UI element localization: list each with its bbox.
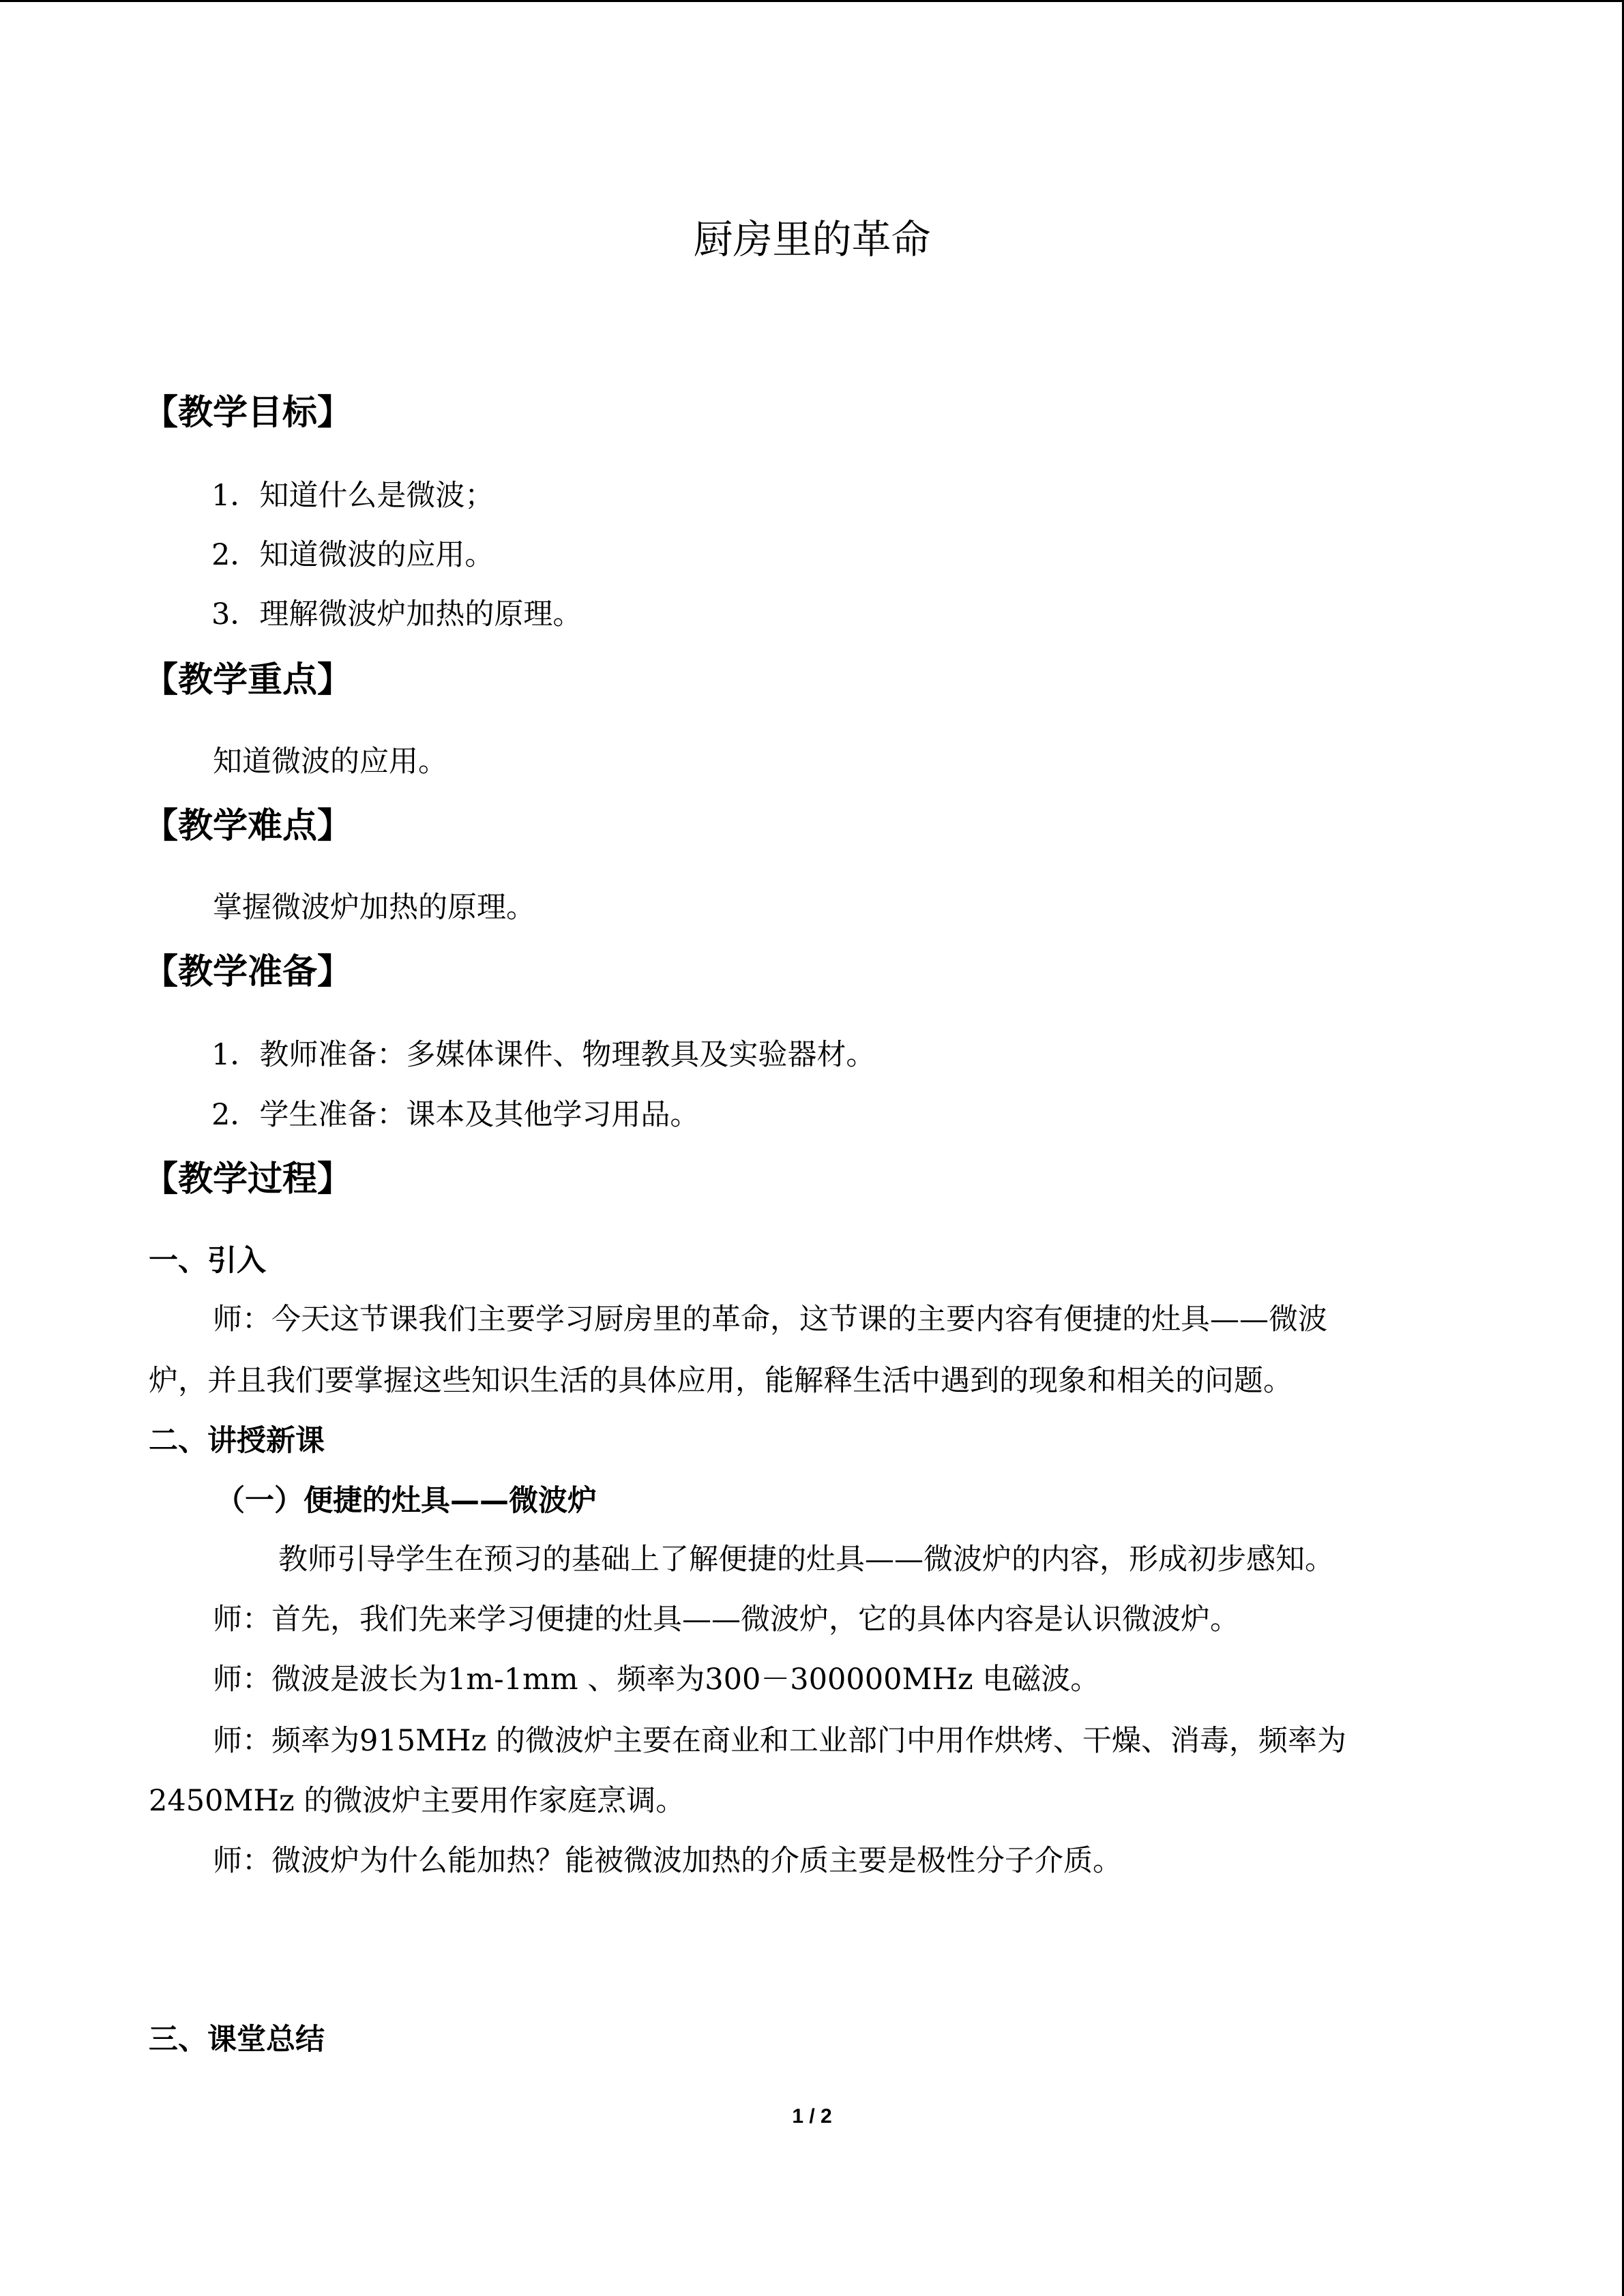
new-lesson-paragraph-4-line-1: 师：频率为915MHz 的微波炉主要在商业和工业部门中用作烘烤、干燥、消毒，频率为	[213, 1724, 1346, 1758]
subheading-microwave-oven: （一）便捷的灶具——微波炉	[216, 1484, 597, 1518]
intro-paragraph-line-2: 炉，并且我们要掌握这些知识生活的具体应用，能解释生活中遇到的现象和相关的问题。	[149, 1364, 1293, 1398]
new-lesson-paragraph-5: 师：微波炉为什么能加热？能被微波加热的介质主要是极性分子介质。	[213, 1844, 1122, 1878]
document-title: 厨房里的革命	[693, 216, 931, 263]
goal-item-3: 3．理解微波炉加热的原理。	[211, 597, 582, 631]
new-lesson-paragraph-2: 师：首先，我们先来学习便捷的灶具——微波炉，它的具体内容是认识微波炉。	[213, 1602, 1239, 1637]
heading-key-points: 【教学重点】	[143, 660, 353, 700]
goal-item-2: 2．知道微波的应用。	[211, 538, 494, 572]
preparation-item-2: 2．学生准备：课本及其他学习用品。	[211, 1098, 700, 1132]
heading-teaching-goals: 【教学目标】	[143, 393, 353, 433]
heading-summary: 三、课堂总结	[149, 2023, 325, 2057]
new-lesson-paragraph-1: 教师引导学生在预习的基础上了解便捷的灶具——微波炉的内容，形成初步感知。	[278, 1542, 1334, 1577]
heading-introduction: 一、引入	[149, 1244, 266, 1278]
heading-difficulties: 【教学难点】	[143, 806, 353, 846]
heading-process: 【教学过程】	[143, 1159, 353, 1199]
heading-new-lesson: 二、讲授新课	[149, 1424, 325, 1458]
page-border-top	[0, 0, 1624, 2]
new-lesson-paragraph-4-line-2: 2450MHz 的微波炉主要用作家庭烹调。	[149, 1784, 685, 1818]
intro-paragraph-line-1: 师：今天这节课我们主要学习厨房里的革命，这节课的主要内容有便捷的灶具——微波	[213, 1302, 1327, 1337]
heading-preparation: 【教学准备】	[143, 952, 353, 992]
difficulties-text: 掌握微波炉加热的原理。	[213, 891, 535, 925]
key-points-text: 知道微波的应用。	[213, 745, 447, 779]
page-number: 1 / 2	[792, 2105, 832, 2128]
goal-item-1: 1．知道什么是微波；	[211, 479, 494, 513]
preparation-item-1: 1．教师准备：多媒体课件、物理教具及实验器材。	[211, 1038, 876, 1072]
new-lesson-paragraph-3: 师：微波是波长为1m-1mm 、频率为300－300000MHz 电磁波。	[213, 1663, 1100, 1697]
